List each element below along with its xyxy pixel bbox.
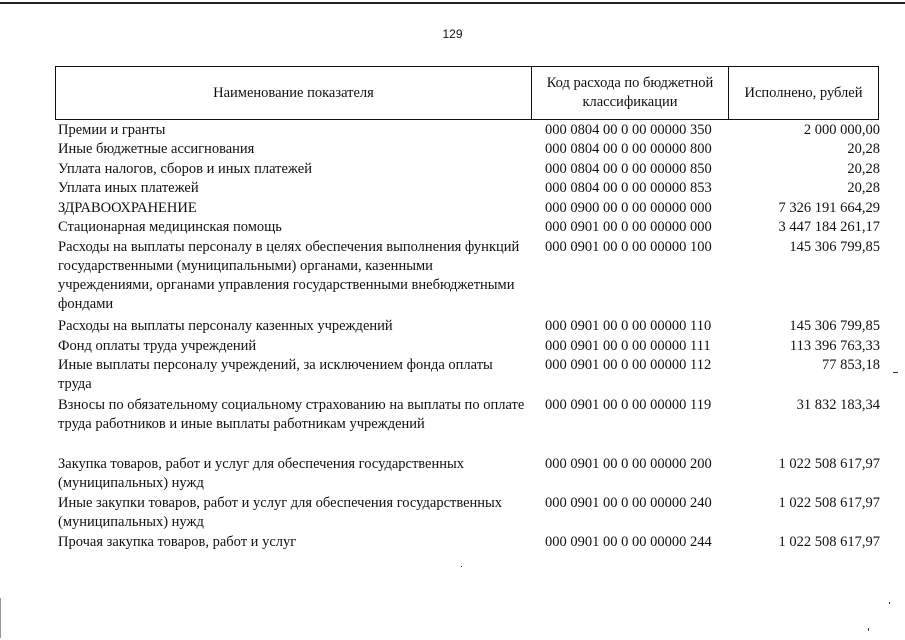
scan-speck xyxy=(893,372,898,373)
row-amount: 145 306 799,85 xyxy=(789,318,880,334)
row-name: Расходы на выплаты персоналу казенных учреждений xyxy=(58,318,393,334)
row-code: 000 0901 00 0 00 00000 100 xyxy=(545,239,712,255)
scan-speck xyxy=(889,602,890,604)
row-name: Премии и гранты xyxy=(58,122,166,138)
row-amount: 113 396 763,33 xyxy=(789,338,880,354)
row-code: 000 0901 00 0 00 00000 110 xyxy=(545,318,712,334)
row-amount: 77 853,18 xyxy=(822,357,880,373)
row-amount: 1 022 508 617,97 xyxy=(778,456,880,472)
row-name: Прочая закупка товаров, работ и услуг xyxy=(58,534,297,550)
row-code: 000 0901 00 0 00 00000 112 xyxy=(545,357,712,373)
header-name: Наименование показателя xyxy=(213,84,374,101)
row-amount: 20,28 xyxy=(847,141,880,157)
header-code: Код расхода по бюджетной классификации xyxy=(546,75,714,110)
row-name: Иные закупки товаров, работ и услуг для обеспечения государственных (муниципальных) нужд xyxy=(58,495,503,530)
row-code: 000 0901 00 0 00 00000 119 xyxy=(545,397,712,413)
row-code: 000 0901 00 0 00 00000 111 xyxy=(545,338,711,354)
row-name: ЗДРАВООХРАНЕНИЕ xyxy=(58,200,197,216)
row-code: 000 0900 00 0 00 00000 000 xyxy=(545,200,712,216)
scan-speck xyxy=(868,628,869,631)
row-code: 000 0901 00 0 00 00000 240 xyxy=(545,495,712,511)
row-amount: 1 022 508 617,97 xyxy=(778,495,880,511)
row-name: Взносы по обязательному социальному страхованию на выплаты по оплате труда работников и иные выплаты работникам учреждений xyxy=(58,397,525,432)
top-border-line xyxy=(0,2,905,4)
row-amount: 20,28 xyxy=(847,180,880,196)
row-name: Иные бюджетные ассигнования xyxy=(58,141,255,157)
scan-edge-mark xyxy=(0,598,1,638)
row-code: 000 0804 00 0 00 00000 800 xyxy=(545,141,712,157)
row-amount: 3 447 184 261,17 xyxy=(778,219,880,235)
row-amount: 20,28 xyxy=(847,161,880,177)
row-code: 000 0901 00 0 00 00000 200 xyxy=(545,456,712,472)
row-name: Стационарная медицинская помощь xyxy=(58,219,282,235)
row-amount: 1 022 508 617,97 xyxy=(778,534,880,550)
row-code: 000 0804 00 0 00 00000 350 xyxy=(545,122,712,138)
header-amount: Исполнено, рублей xyxy=(744,84,863,101)
row-amount: 145 306 799,85 xyxy=(789,239,880,255)
scan-speck xyxy=(461,566,462,567)
row-name: Расходы на выплаты персоналу в целях обеспечения выполнения функций государственными (муниципальными) органами, казенными учреждениями, органами управления государственными внебюджетными фондами xyxy=(58,239,520,312)
row-code: 000 0804 00 0 00 00000 853 xyxy=(545,180,712,196)
row-code: 000 0804 00 0 00 00000 850 xyxy=(545,161,712,177)
row-name: Фонд оплаты труда учреждений xyxy=(58,338,257,354)
row-amount: 31 832 183,34 xyxy=(796,397,880,413)
row-code: 000 0901 00 0 00 00000 244 xyxy=(545,534,712,550)
row-code: 000 0901 00 0 00 00000 000 xyxy=(545,219,712,235)
row-name: Уплата иных платежей xyxy=(58,180,199,196)
page-number: 129 xyxy=(442,27,463,41)
row-amount: 2 000 000,00 xyxy=(803,122,880,138)
table-header xyxy=(55,66,879,120)
row-amount: 7 326 191 664,29 xyxy=(778,200,880,216)
row-name: Уплата налогов, сборов и иных платежей xyxy=(58,161,312,177)
row-name: Закупка товаров, работ и услуг для обеспечения государственных (муниципальных) нужд xyxy=(58,456,465,491)
row-name: Иные выплаты персоналу учреждений, за исключением фонда оплаты труда xyxy=(58,357,493,392)
